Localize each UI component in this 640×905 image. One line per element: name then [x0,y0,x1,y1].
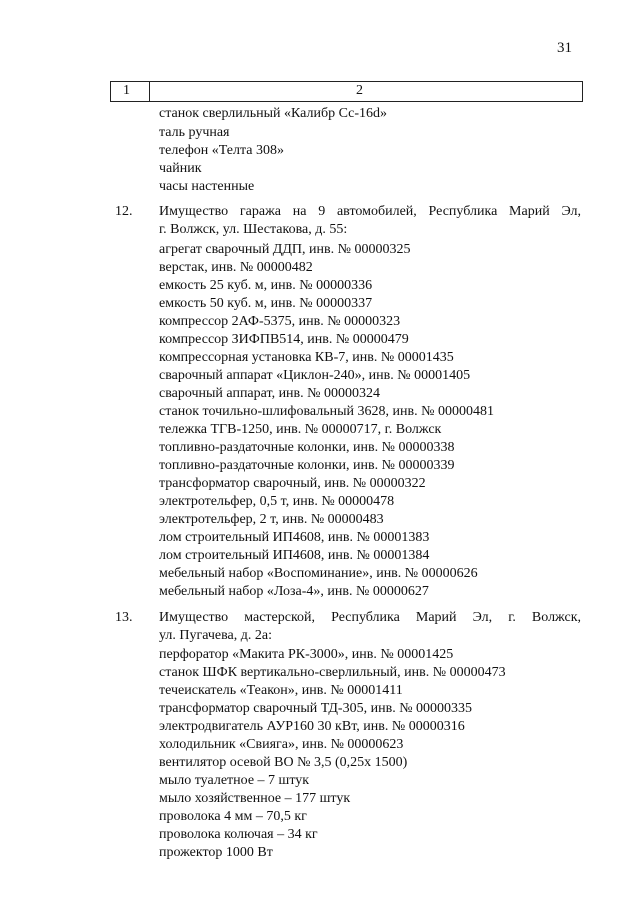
list-item: проволока колючая – 34 кг [159,827,318,842]
list-item: таль ручная [159,125,230,140]
list-item: верстак, инв. № 00000482 [159,260,313,275]
list-item: топливно-раздаточные колонки, инв. № 00000338 [159,440,455,455]
list-item: электротельфер, 2 т, инв. № 00000483 [159,512,384,527]
table-border-left [110,82,111,101]
list-item: сварочный аппарат «Циклон-240», инв. № 00001405 [159,368,471,383]
page-number: 31 [557,40,572,56]
list-item: компрессорная установка КВ-7, инв. № 00001435 [159,350,454,365]
list-item: холодильник «Свияга», инв. № 00000623 [159,737,404,752]
column-header-1: 1 [123,83,130,98]
list-item: мыло туалетное – 7 штук [159,773,310,788]
list-item: электродвигатель АУР160 30 кВт, инв. № 00000316 [159,719,465,734]
list-item: мыло хозяйственное – 177 штук [159,791,351,806]
list-item: емкость 50 куб. м, инв. № 00000337 [159,296,373,311]
list-item: часы настенные [159,179,255,194]
section-12-heading [159,203,581,239]
section-13-heading-line1: Имущество мастерской, Республика Марий Эл, г. Волжск, [159,610,581,625]
list-item: станок ШФК вертикально-сверлильный, инв. № 00000473 [159,665,506,680]
list-item: компрессор ЗИФПВ514, инв. № 00000479 [159,332,409,347]
list-item: проволока 4 мм – 70,5 кг [159,809,307,824]
list-item: телефон «Телта 308» [159,143,284,158]
section-13-heading-line2: ул. Пугачева, д. 2а: [159,628,272,643]
section-12-heading-line2: г. Волжск, ул. Шестакова, д. 55: [159,222,348,237]
list-item: агрегат сварочный ДДП, инв. № 00000325 [159,242,411,257]
list-item: мебельный набор «Лоза-4», инв. № 00000627 [159,584,429,599]
list-item: электротельфер, 0,5 т, инв. № 00000478 [159,494,395,509]
section-13-number: 13. [115,610,133,625]
list-item: топливно-раздаточные колонки, инв. № 00000339 [159,458,455,473]
list-item: трансформатор сварочный, инв. № 00000322 [159,476,426,491]
list-item: сварочный аппарат, инв. № 00000324 [159,386,381,401]
table-border-right [582,82,583,101]
table-header [110,81,583,102]
list-item: вентилятор осевой ВО № 3,5 (0,25х 1500) [159,755,408,770]
list-item: емкость 25 куб. м, инв. № 00000336 [159,278,373,293]
section-12-number: 12. [115,204,133,219]
list-item: течеискатель «Теакон», инв. № 00001411 [159,683,403,698]
table-column-divider [149,82,150,101]
list-item: станок точильно-шлифовальный 3628, инв. № 00000481 [159,404,494,419]
list-item: лом строительный ИП4608, инв. № 00001384 [159,548,430,563]
list-item: прожектор 1000 Вт [159,845,273,860]
list-item: трансформатор сварочный ТД-305, инв. № 00000335 [159,701,473,716]
list-item: компрессор 2АФ-5375, инв. № 00000323 [159,314,401,329]
section-13-heading [159,609,581,645]
list-item: тележка ТГВ-1250, инв. № 00000717, г. Волжск [159,422,442,437]
list-item: лом строительный ИП4608, инв. № 00001383 [159,530,430,545]
column-header-2: 2 [356,83,363,98]
section-12-heading-line1: Имущество гаража на 9 автомобилей, Республика Марий Эл, [159,204,581,219]
list-item: чайник [159,161,202,176]
list-item: мебельный набор «Воспоминание», инв. № 00000626 [159,566,478,581]
list-item: станок сверлильный «Калибр Сс-16d» [159,106,387,121]
list-item: перфоратор «Макита РК-3000», инв. № 00001425 [159,647,454,662]
